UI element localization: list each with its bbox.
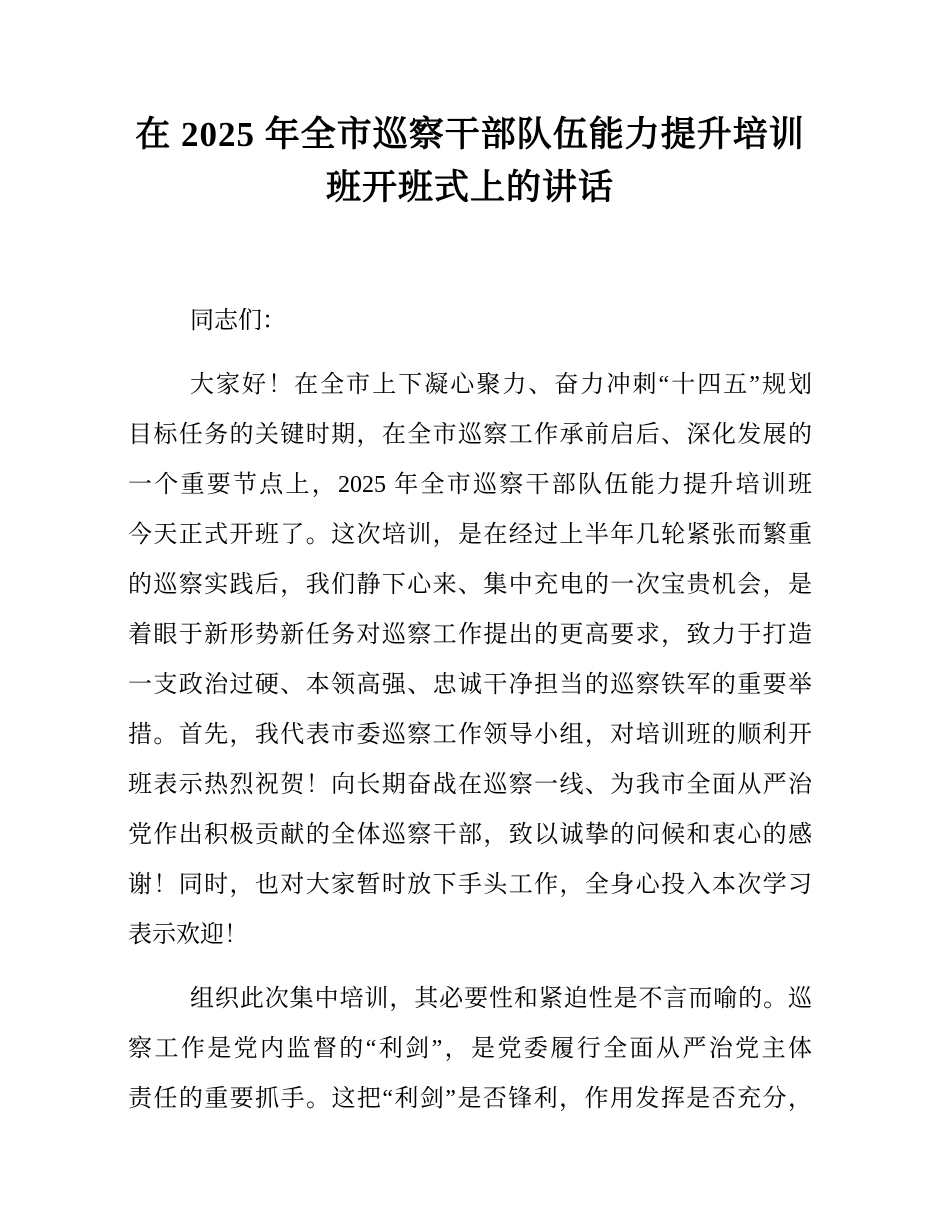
paragraph-line: 谢！同时，也对大家暂时放下手头工作，全身心投入本次学习 xyxy=(128,872,812,898)
document-content xyxy=(128,0,812,1124)
paragraph-line: 一支政治过硬、本领高强、忠诚干净担当的巡察铁军的重要举 xyxy=(128,672,812,698)
paragraph-line: 组织此次集中培训，其必要性和紧迫性是不言而喻的。巡 xyxy=(190,986,812,1012)
paragraph-line: 的巡察实践后，我们静下心来、集中充电的一次宝贵机会，是 xyxy=(128,572,812,598)
paragraph-line: 大家好！在全市上下凝心聚力、奋力冲刺“十四五”规划 xyxy=(190,372,812,398)
title-line-1: 在 2025 年全市巡察干部队伍能力提升培训 xyxy=(135,115,805,154)
paragraph-1 xyxy=(128,360,812,960)
paragraph-line: 责任的重要抓手。这把“利剑”是否锋利，作用发挥是否充分， xyxy=(128,1086,812,1112)
paragraph-line: 今天正式开班了。这次培训，是在经过上半年几轮紧张而繁重 xyxy=(128,522,812,548)
paragraph-line: 着眼于新形势新任务对巡察工作提出的更高要求，致力于打造 xyxy=(128,622,812,648)
paragraph-line: 表示欢迎！ xyxy=(128,922,248,948)
paragraph-line: 措。首先，我代表市委巡察工作领导小组，对培训班的顺利开 xyxy=(128,722,812,748)
paragraph-line: 班表示热烈祝贺！向长期奋战在巡察一线、为我市全面从严治 xyxy=(128,772,812,798)
salutation: 同志们： xyxy=(190,308,286,334)
paragraph-line: 一个重要节点上，2025 年全市巡察干部队伍能力提升培训班 xyxy=(128,472,812,498)
paragraph-line: 目标任务的关键时期，在全市巡察工作承前启后、深化发展的 xyxy=(128,422,812,448)
paragraph-line: 党作出积极贡献的全体巡察干部，致以诚挚的问候和衷心的感 xyxy=(128,822,812,848)
document-title xyxy=(128,108,812,214)
title-line-2: 班开班式上的讲话 xyxy=(325,168,614,207)
paragraph-line: 察工作是党内监督的“利剑”，是党委履行全面从严治党主体 xyxy=(128,1036,812,1062)
paragraph-2 xyxy=(128,974,812,1124)
